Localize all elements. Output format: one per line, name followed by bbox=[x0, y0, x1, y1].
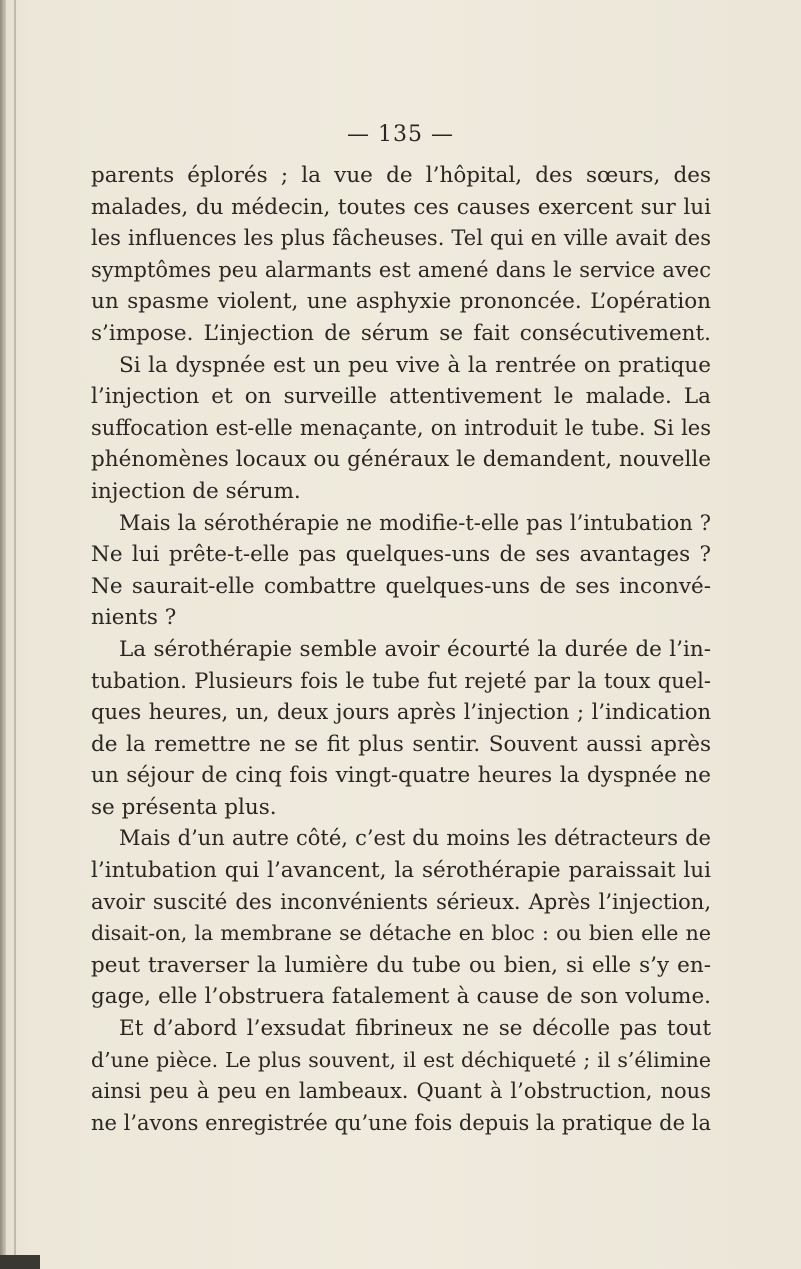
text-line: Mais la sérothérapie ne modifie-t-elle pas l’intubation ? bbox=[119, 510, 711, 535]
text-line: phénomènes locaux ou généraux le demandent, nouvelle bbox=[91, 447, 711, 473]
text-line: tubation. Plusieurs fois le tube fut rejeté par la toux quel- bbox=[91, 668, 711, 693]
text-line: Et d’abord l’exsudat fibrineux ne se décolle pas tout bbox=[119, 1016, 711, 1042]
text-line: symptômes peu alarmants est amené dans le service avec bbox=[91, 257, 711, 282]
text-line: Si la dyspnée est un peu vive à la rentrée on pratique bbox=[119, 352, 711, 378]
text-line: suffocation est-elle menaçante, on introduit le tube. Si les bbox=[91, 415, 711, 440]
text-line: de la remettre ne se fit plus sentir. Souvent aussi après bbox=[91, 731, 711, 757]
text-line: l’intubation qui l’avancent, la sérothérapie paraissait lui bbox=[91, 858, 711, 884]
text-line: peut traverser la lumière du tube ou bien, si elle s’y en- bbox=[91, 952, 711, 978]
scan-corner-shadow bbox=[0, 1255, 40, 1269]
text-line: disait-on, la membrane se détache en bloc : ou bien elle ne bbox=[91, 921, 711, 946]
text-line: ne l’avons enregistrée qu’une fois depuis la pratique de la bbox=[91, 1110, 711, 1135]
text-line: les influences les plus fâcheuses. Tel qui en ville avait des bbox=[91, 226, 711, 251]
text-line: un spasme violent, une asphyxie prononcée. L’opération bbox=[91, 289, 711, 315]
page-number: — 135 — bbox=[347, 122, 454, 147]
text-line: gage, elle l’obstruera fatalement à cause de son volume. bbox=[91, 984, 711, 1010]
body-text bbox=[91, 160, 711, 1139]
text-line: parents éplorés ; la vue de l’hôpital, des sœurs, des bbox=[91, 163, 711, 188]
text-line: nients ? bbox=[91, 605, 177, 631]
text-line: se présenta plus. bbox=[91, 794, 277, 820]
page-fold-line bbox=[14, 0, 16, 1269]
text-line: l’injection et on surveille attentivement le malade. La bbox=[91, 384, 711, 410]
text-line: un séjour de cinq fois vingt-quatre heures la dyspnée ne bbox=[91, 763, 711, 789]
text-line: injection de sérum. bbox=[91, 478, 301, 504]
page-binding-edge bbox=[0, 0, 6, 1269]
text-line: d’une pièce. Le plus souvent, il est déchiqueté ; il s’élimine bbox=[91, 1047, 711, 1072]
text-line: avoir suscité des inconvénients sérieux. Après l’injection, bbox=[91, 889, 711, 914]
text-line: Ne lui prête-t-elle pas quelques-uns de ses avantages ? bbox=[91, 542, 711, 568]
text-line: Ne saurait-elle combattre quelques-uns de ses inconvé- bbox=[91, 573, 711, 599]
text-line: malades, du médecin, toutes ces causes exercent sur lui bbox=[91, 194, 711, 220]
text-line: s’impose. L’injection de sérum se fait consécutivement. bbox=[91, 320, 711, 346]
text-line: La sérothérapie semble avoir écourté la durée de l’in- bbox=[119, 636, 711, 662]
text-line: Mais d’un autre côté, c’est du moins les détracteurs de bbox=[119, 826, 711, 851]
text-line: ainsi peu à peu en lambeaux. Quant à l’obstruction, nous bbox=[91, 1079, 711, 1104]
text-line: ques heures, un, deux jours après l’injection ; l’indication bbox=[91, 700, 711, 725]
